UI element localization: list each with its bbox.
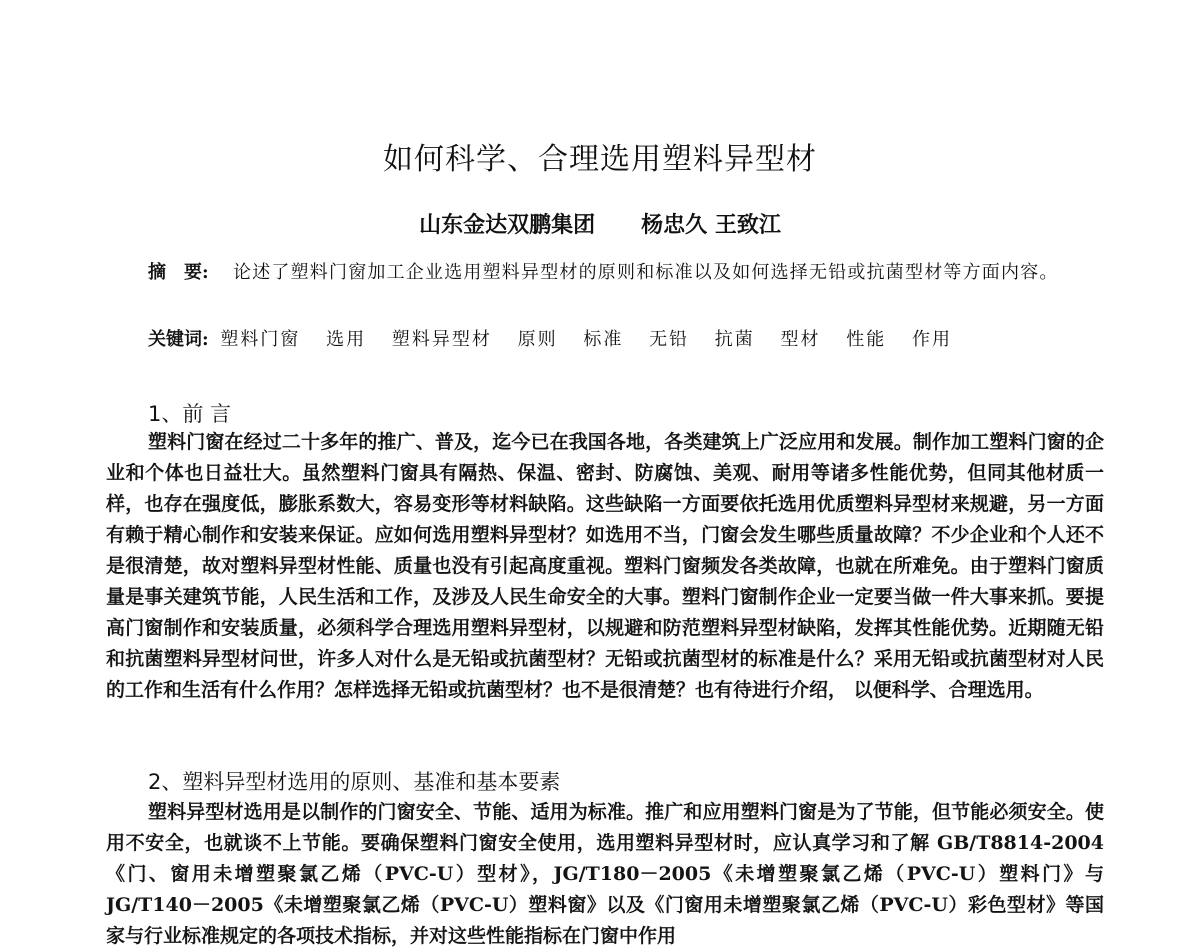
keyword-item: 塑料异型材 [391, 329, 492, 350]
keyword-item: 作用 [912, 329, 952, 350]
author-line [0, 208, 1200, 239]
keyword-item: 塑料门窗 [220, 329, 301, 350]
author-names: 杨忠久 王致江 [641, 212, 781, 238]
keyword-item: 选用 [326, 329, 367, 350]
keyword-item: 抗菌 [714, 329, 755, 350]
keyword-item: 原则 [517, 329, 558, 350]
author-organization: 山东金达双鹏集团 [419, 212, 596, 238]
abstract-text: 论述了塑料门窗加工企业选用塑料异型材的原则和标准以及如何选择无铅或抗菌型材等方面内容。 [233, 262, 1059, 283]
keywords-label: 关键词: [148, 329, 209, 350]
abstract [148, 256, 1088, 290]
keyword-item: 无铅 [649, 329, 690, 350]
abstract-label: 摘 要: [148, 262, 209, 283]
section-2-paragraph: 塑料异型材选用是以制作的门窗安全、节能、适用为标准。推广和应用塑料门窗是为了节能，但节能必须安全。使用不安全，也就谈不上节能。要确保塑料门窗安全使用，选用塑料异型材时，应认真学习和了解 GB/T8814-2004《门、窗用未增塑聚氯乙烯（PVC-U）型材》，JG/T180－2005《未增塑聚氯乙烯（PVC-U）塑料门》与 JG/T140－2005《未增塑聚氯乙烯（PVC-U）塑料窗》以及《门窗用未增塑聚氯乙烯（PVC-U）彩色型材》等国家与行业标准规定的各项技术指标，并对这些性能指标在门窗中作用 [106, 801, 1104, 947]
keyword-item: 标准 [583, 329, 624, 350]
section-2-heading: 2、塑料异型材选用的原则、基准和基本要素 [148, 770, 561, 794]
keyword-item: 性能 [846, 329, 887, 350]
section-1-paragraph: 塑料门窗在经过二十多年的推广、普及，迄今已在我国各地，各类建筑上广泛应用和发展。制作加工塑料门窗的企业和个体也日益壮大。虽然塑料门窗具有隔热、保温、密封、防腐蚀、美观、耐用等诸多性能优势，但同其他材质一样，也存在强度低，膨胀系数大，容易变形等材料缺陷。这些缺陷一方面要依托选用优质塑料异型材来规避，另一方面有赖于精心制作和安装来保证。应如何选用塑料异型材？如选用不当，门窗会发生哪些质量故障？不少企业和个人还不是很清楚，故对塑料异型材性能、质量也没有引起高度重视。塑料门窗频发各类故障，也就在所难免。由于塑料门窗质量是事关建筑节能，人民生活和工作，及涉及人民生命安全的大事。塑料门窗制作企业一定要当做一件大事来抓。要提高门窗制作和安装质量，必须科学合理选用塑料异型材，以规避和防范塑料异型材缺陷，发挥其性能优势。近期随无铅和抗菌塑料异型材问世，许多人对什么是无铅或抗菌型材？无铅或抗菌型材的标准是什么？采用无铅或抗菌型材对人民的工作和生活有什么作用？怎样选择无铅或抗菌型材？也不是很清楚？也有待进行介绍， 以便科学、合理选用。 [106, 431, 1104, 701]
paper-title: 如何科学、合理选用塑料异型材 [383, 142, 817, 177]
section-1-heading: 1、前 言 [148, 402, 232, 426]
keywords [148, 325, 972, 355]
keyword-item: 型材 [780, 329, 821, 350]
